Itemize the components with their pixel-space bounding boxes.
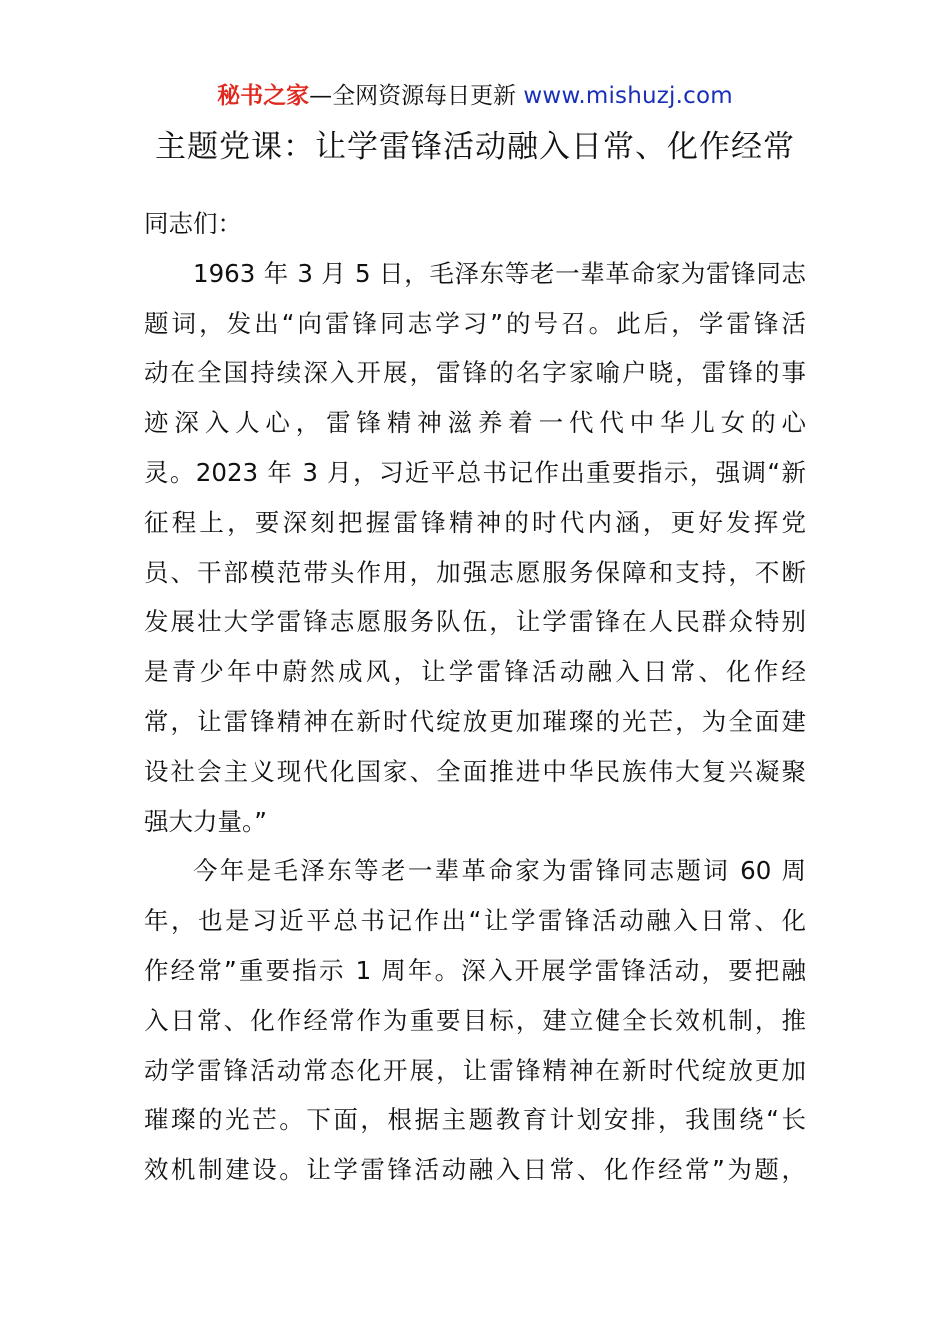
header-dash: —	[309, 83, 333, 109]
paragraph-1-line: 动在全国持续深入开展，雷锋的名字家喻户晓，雷锋的事	[144, 358, 806, 388]
paragraph-1-line: 设社会主义现代化国家、全面推进中华民族伟大复兴凝聚	[144, 756, 806, 786]
document-body	[144, 199, 806, 1195]
paragraph-2-line: 年，也是习近平总书记作出“让学雷锋活动融入日常、化	[144, 906, 806, 936]
paragraph-2-line: 璀璨的光芒。下面，根据主题教育计划安排，我围绕“长	[144, 1105, 806, 1135]
paragraph-1-line: 灵。2023 年 3 月，习近平总书记作出重要指示，强调“新	[144, 457, 806, 487]
header-tagline: 全网资源每日更新	[332, 83, 524, 109]
paragraph-2-line: 入日常、化作经常作为重要目标，建立健全长效机制，推	[144, 1005, 806, 1035]
paragraph-1-line: 迹深入人心，雷锋精神滋养着一代代中华儿女的心	[144, 408, 806, 438]
paragraph-2-line: 动学雷锋活动常态化开展，让雷锋精神在新时代绽放更加	[144, 1055, 806, 1085]
paragraph-1-line: 强大力量。”	[144, 806, 267, 836]
paragraph-1-line: 征程上，要深刻把握雷锋精神的时代内涵，更好发挥党	[144, 507, 806, 537]
document-title: 主题党课：让学雷锋活动融入日常、化作经常	[155, 129, 795, 165]
paragraph-2-line: 效机制建设。让学雷锋活动融入日常、化作经常”为题，	[144, 1155, 806, 1185]
salutation: 同志们：	[144, 209, 242, 238]
paragraph-1-line: 员、干部模范带头作用，加强志愿服务保障和支持，不断	[144, 557, 806, 587]
paragraph-2-line: 今年是毛泽东等老一辈革命家为雷锋同志题词 60 周	[193, 856, 806, 886]
brand-name: 秘书之家	[217, 83, 310, 109]
paragraph-2-line: 作经常”重要指示 1 周年。深入开展学雷锋活动，要把融	[144, 955, 806, 985]
site-url-link[interactable]: www.mishuzj.com	[523, 83, 733, 109]
paragraph-1-line: 1963 年 3 月 5 日，毛泽东等老一辈革命家为雷锋同志	[193, 258, 806, 288]
paragraph-1-line: 是青少年中蔚然成风，让学雷锋活动融入日常、化作经	[144, 657, 806, 687]
site-header	[0, 80, 950, 112]
paragraph-1-line: 发展壮大学雷锋志愿服务队伍，让学雷锋在人民群众特别	[144, 607, 806, 637]
paragraph-1-line: 题词，发出“向雷锋同志学习”的号召。此后，学雷锋活	[144, 308, 806, 338]
paragraph-1-line: 常，让雷锋精神在新时代绽放更加璀璨的光芒，为全面建	[144, 706, 806, 736]
